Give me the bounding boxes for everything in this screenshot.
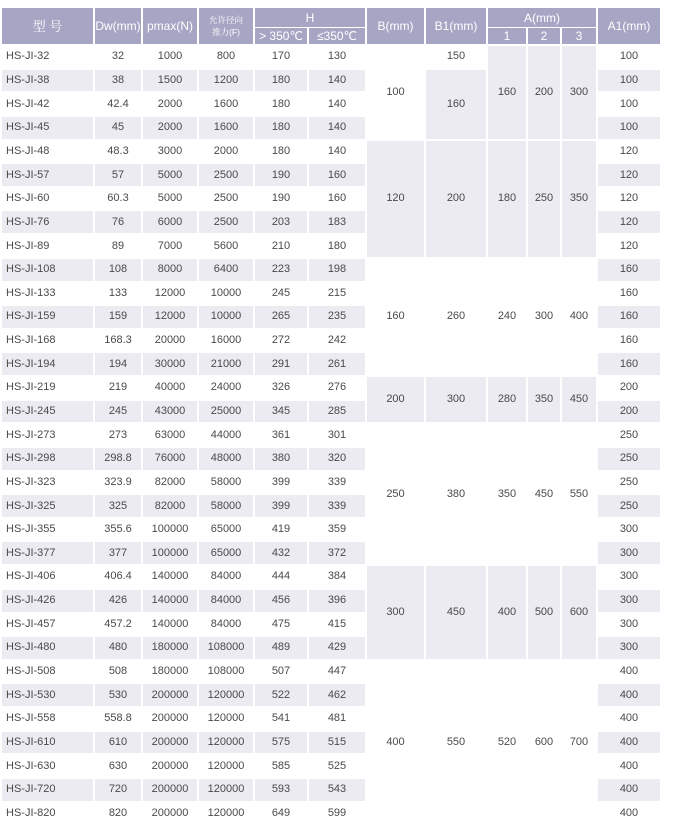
cell-dw: 530: [95, 684, 141, 706]
cell-h-gt350: 593: [255, 779, 307, 801]
cell-thrust: 120000: [199, 755, 253, 777]
cell-dw: 219: [95, 377, 141, 399]
cell-model: HS-JI-426: [2, 590, 93, 612]
cell-pmax: 100000: [143, 519, 197, 541]
cell-model: HS-JI-133: [2, 282, 93, 304]
cell-thrust: 6400: [199, 259, 253, 281]
cell-dw: 108: [95, 259, 141, 281]
cell-model: HS-JI-245: [2, 401, 93, 423]
cell-model: HS-JI-76: [2, 211, 93, 233]
cell-b1: 380: [426, 424, 486, 564]
cell-a-3: 350: [562, 141, 596, 257]
cell-pmax: 140000: [143, 566, 197, 588]
cell-pmax: 200000: [143, 779, 197, 801]
cell-b1: 160: [426, 70, 486, 139]
cell-h-le350: 339: [309, 495, 365, 517]
cell-thrust: 48000: [199, 448, 253, 470]
cell-b1: 450: [426, 566, 486, 659]
cell-h-le350: 160: [309, 164, 365, 186]
cell-a-1: 400: [488, 566, 526, 659]
cell-h-le350: 543: [309, 779, 365, 801]
cell-a-2: 250: [528, 141, 560, 257]
cell-a1: 250: [598, 448, 660, 470]
cell-a-2: 600: [528, 661, 560, 825]
cell-pmax: 63000: [143, 424, 197, 446]
cell-h-le350: 140: [309, 93, 365, 115]
cell-a1: 200: [598, 377, 660, 399]
cell-a-1: 240: [488, 259, 526, 375]
cell-model: HS-JI-108: [2, 259, 93, 281]
cell-h-le350: 140: [309, 70, 365, 92]
cell-a1: 300: [598, 519, 660, 541]
cell-dw: 42.4: [95, 93, 141, 115]
cell-thrust: 800: [199, 46, 253, 68]
cell-a-2: 500: [528, 566, 560, 659]
cell-dw: 38: [95, 70, 141, 92]
cell-a1: 300: [598, 566, 660, 588]
cell-thrust: 2500: [199, 211, 253, 233]
cell-dw: 325: [95, 495, 141, 517]
header-pmax: pmax(N): [143, 8, 197, 44]
cell-thrust: 120000: [199, 708, 253, 730]
cell-h-gt350: 475: [255, 613, 307, 635]
cell-b: 400: [367, 661, 424, 825]
cell-h-le350: 261: [309, 353, 365, 375]
cell-dw: 89: [95, 235, 141, 257]
cell-model: HS-JI-38: [2, 70, 93, 92]
cell-dw: 377: [95, 542, 141, 564]
cell-model: HS-JI-89: [2, 235, 93, 257]
cell-b: 250: [367, 424, 424, 564]
cell-h-gt350: 190: [255, 188, 307, 210]
cell-h-gt350: 507: [255, 661, 307, 683]
cell-h-gt350: 489: [255, 637, 307, 659]
header-thrust-line1: 允许径向: [208, 14, 243, 25]
cell-a1: 100: [598, 70, 660, 92]
header-b: B(mm): [367, 8, 424, 44]
cell-thrust: 108000: [199, 661, 253, 683]
cell-a1: 400: [598, 684, 660, 706]
cell-h-le350: 599: [309, 802, 365, 824]
cell-thrust: 24000: [199, 377, 253, 399]
cell-pmax: 100000: [143, 542, 197, 564]
cell-model: HS-JI-45: [2, 117, 93, 139]
cell-a1: 400: [598, 779, 660, 801]
cell-pmax: 200000: [143, 684, 197, 706]
cell-thrust: 120000: [199, 779, 253, 801]
cell-pmax: 200000: [143, 708, 197, 730]
cell-dw: 45: [95, 117, 141, 139]
cell-model: HS-JI-60: [2, 188, 93, 210]
cell-pmax: 20000: [143, 330, 197, 352]
header-h: H: [255, 8, 365, 27]
cell-dw: 406.4: [95, 566, 141, 588]
header-a-2: 2: [528, 28, 560, 44]
cell-thrust: 65000: [199, 542, 253, 564]
cell-dw: 168.3: [95, 330, 141, 352]
cell-h-le350: 130: [309, 46, 365, 68]
cell-thrust: 1200: [199, 70, 253, 92]
cell-dw: 457.2: [95, 613, 141, 635]
cell-b: 300: [367, 566, 424, 659]
cell-h-le350: 372: [309, 542, 365, 564]
cell-pmax: 200000: [143, 755, 197, 777]
cell-model: HS-JI-508: [2, 661, 93, 683]
cell-pmax: 40000: [143, 377, 197, 399]
cell-b: 200: [367, 377, 424, 422]
cell-dw: 57: [95, 164, 141, 186]
cell-a1: 300: [598, 590, 660, 612]
cell-a1: 160: [598, 330, 660, 352]
cell-a1: 120: [598, 188, 660, 210]
cell-h-gt350: 522: [255, 684, 307, 706]
cell-h-gt350: 180: [255, 141, 307, 163]
cell-h-gt350: 180: [255, 93, 307, 115]
cell-b1: 300: [426, 377, 486, 422]
cell-dw: 133: [95, 282, 141, 304]
cell-model: HS-JI-323: [2, 472, 93, 494]
cell-model: HS-JI-273: [2, 424, 93, 446]
cell-dw: 273: [95, 424, 141, 446]
cell-h-gt350: 419: [255, 519, 307, 541]
header-a: A(mm): [488, 8, 596, 27]
cell-pmax: 2000: [143, 93, 197, 115]
cell-thrust: 120000: [199, 802, 253, 824]
cell-a-2: 350: [528, 377, 560, 422]
cell-model: HS-JI-610: [2, 732, 93, 754]
cell-pmax: 3000: [143, 141, 197, 163]
cell-dw: 159: [95, 306, 141, 328]
cell-dw: 245: [95, 401, 141, 423]
cell-h-gt350: 265: [255, 306, 307, 328]
cell-h-gt350: 291: [255, 353, 307, 375]
cell-h-gt350: 180: [255, 70, 307, 92]
cell-dw: 610: [95, 732, 141, 754]
cell-pmax: 30000: [143, 353, 197, 375]
cell-a-3: 450: [562, 377, 596, 422]
header-a1: A1(mm): [598, 8, 660, 44]
cell-h-gt350: 585: [255, 755, 307, 777]
cell-pmax: 200000: [143, 732, 197, 754]
header-a-3: 3: [562, 28, 596, 44]
cell-h-gt350: 649: [255, 802, 307, 824]
cell-pmax: 2000: [143, 117, 197, 139]
cell-b: 160: [367, 259, 424, 375]
cell-a1: 160: [598, 282, 660, 304]
cell-model: HS-JI-530: [2, 684, 93, 706]
cell-a1: 400: [598, 802, 660, 824]
cell-h-le350: 429: [309, 637, 365, 659]
cell-thrust: 58000: [199, 495, 253, 517]
cell-a-1: 350: [488, 424, 526, 564]
cell-a1: 120: [598, 211, 660, 233]
cell-h-le350: 160: [309, 188, 365, 210]
cell-thrust: 1600: [199, 93, 253, 115]
cell-a-3: 300: [562, 46, 596, 139]
cell-a1: 400: [598, 732, 660, 754]
cell-thrust: 120000: [199, 732, 253, 754]
cell-thrust: 108000: [199, 637, 253, 659]
header-model: 型 号: [2, 8, 93, 44]
cell-thrust: 5600: [199, 235, 253, 257]
cell-h-le350: 320: [309, 448, 365, 470]
cell-h-gt350: 575: [255, 732, 307, 754]
cell-a1: 400: [598, 708, 660, 730]
cell-dw: 355.6: [95, 519, 141, 541]
cell-dw: 508: [95, 661, 141, 683]
header-a-1: 1: [488, 28, 526, 44]
cell-model: HS-JI-57: [2, 164, 93, 186]
cell-h-le350: 301: [309, 424, 365, 446]
cell-h-le350: 515: [309, 732, 365, 754]
cell-pmax: 12000: [143, 306, 197, 328]
cell-h-gt350: 326: [255, 377, 307, 399]
cell-h-gt350: 541: [255, 708, 307, 730]
cell-a1: 100: [598, 117, 660, 139]
cell-pmax: 140000: [143, 613, 197, 635]
cell-h-le350: 525: [309, 755, 365, 777]
cell-pmax: 8000: [143, 259, 197, 281]
header-thrust: [199, 8, 253, 44]
cell-h-gt350: 456: [255, 590, 307, 612]
cell-thrust: 84000: [199, 590, 253, 612]
cell-h-le350: 235: [309, 306, 365, 328]
cell-model: HS-JI-406: [2, 566, 93, 588]
cell-a-3: 400: [562, 259, 596, 375]
cell-dw: 194: [95, 353, 141, 375]
cell-dw: 720: [95, 779, 141, 801]
cell-b: 120: [367, 141, 424, 257]
cell-b1: 550: [426, 661, 486, 825]
cell-thrust: 21000: [199, 353, 253, 375]
cell-a1: 160: [598, 259, 660, 281]
cell-thrust: 16000: [199, 330, 253, 352]
header-h-gt350: > 350℃: [255, 28, 307, 44]
cell-pmax: 82000: [143, 472, 197, 494]
cell-dw: 323.9: [95, 472, 141, 494]
cell-a1: 250: [598, 424, 660, 446]
cell-a1: 250: [598, 472, 660, 494]
cell-dw: 820: [95, 802, 141, 824]
header-dw: Dw(mm): [95, 8, 141, 44]
cell-h-gt350: 399: [255, 472, 307, 494]
cell-model: HS-JI-194: [2, 353, 93, 375]
cell-a-3: 700: [562, 661, 596, 825]
cell-pmax: 7000: [143, 235, 197, 257]
cell-pmax: 5000: [143, 188, 197, 210]
cell-pmax: 5000: [143, 164, 197, 186]
cell-h-gt350: 180: [255, 117, 307, 139]
cell-model: HS-JI-480: [2, 637, 93, 659]
cell-h-le350: 140: [309, 141, 365, 163]
cell-dw: 426: [95, 590, 141, 612]
cell-a-3: 550: [562, 424, 596, 564]
cell-a-1: 280: [488, 377, 526, 422]
cell-pmax: 180000: [143, 637, 197, 659]
cell-model: HS-JI-325: [2, 495, 93, 517]
cell-dw: 76: [95, 211, 141, 233]
cell-h-le350: 276: [309, 377, 365, 399]
cell-thrust: 1600: [199, 117, 253, 139]
header-thrust-line2: 推力(F): [212, 27, 240, 37]
cell-model: HS-JI-630: [2, 755, 93, 777]
cell-pmax: 6000: [143, 211, 197, 233]
cell-h-le350: 242: [309, 330, 365, 352]
cell-h-le350: 481: [309, 708, 365, 730]
cell-b1: 150: [426, 46, 486, 68]
cell-pmax: 12000: [143, 282, 197, 304]
cell-h-gt350: 190: [255, 164, 307, 186]
cell-h-le350: 215: [309, 282, 365, 304]
cell-h-le350: 359: [309, 519, 365, 541]
cell-h-gt350: 399: [255, 495, 307, 517]
cell-dw: 630: [95, 755, 141, 777]
cell-a1: 100: [598, 93, 660, 115]
cell-thrust: 120000: [199, 684, 253, 706]
cell-pmax: 1000: [143, 46, 197, 68]
cell-model: HS-JI-298: [2, 448, 93, 470]
cell-a1: 120: [598, 164, 660, 186]
cell-model: HS-JI-720: [2, 779, 93, 801]
cell-pmax: 82000: [143, 495, 197, 517]
cell-h-gt350: 203: [255, 211, 307, 233]
cell-pmax: 140000: [143, 590, 197, 612]
cell-model: HS-JI-219: [2, 377, 93, 399]
cell-thrust: 44000: [199, 424, 253, 446]
cell-h-le350: 384: [309, 566, 365, 588]
cell-b: 100: [367, 46, 424, 139]
cell-dw: 558.8: [95, 708, 141, 730]
cell-pmax: 200000: [143, 802, 197, 824]
cell-h-gt350: 361: [255, 424, 307, 446]
cell-h-le350: 447: [309, 661, 365, 683]
cell-a-3: 600: [562, 566, 596, 659]
cell-model: HS-JI-558: [2, 708, 93, 730]
cell-h-gt350: 210: [255, 235, 307, 257]
cell-a1: 300: [598, 613, 660, 635]
cell-model: HS-JI-355: [2, 519, 93, 541]
cell-model: HS-JI-42: [2, 93, 93, 115]
cell-dw: 48.3: [95, 141, 141, 163]
cell-h-gt350: 245: [255, 282, 307, 304]
cell-h-gt350: 170: [255, 46, 307, 68]
cell-h-le350: 396: [309, 590, 365, 612]
cell-a1: 250: [598, 495, 660, 517]
cell-a1: 300: [598, 542, 660, 564]
cell-dw: 32: [95, 46, 141, 68]
cell-h-le350: 198: [309, 259, 365, 281]
cell-thrust: 2500: [199, 164, 253, 186]
cell-thrust: 84000: [199, 566, 253, 588]
cell-a-1: 180: [488, 141, 526, 257]
cell-a1: 200: [598, 401, 660, 423]
cell-a-1: 160: [488, 46, 526, 139]
cell-a1: 300: [598, 637, 660, 659]
cell-a-2: 200: [528, 46, 560, 139]
header-b1: B1(mm): [426, 8, 486, 44]
cell-b1: 200: [426, 141, 486, 257]
cell-a1: 160: [598, 306, 660, 328]
cell-a1: 160: [598, 353, 660, 375]
cell-h-gt350: 432: [255, 542, 307, 564]
cell-pmax: 1500: [143, 70, 197, 92]
cell-a1: 400: [598, 661, 660, 683]
cell-thrust: 10000: [199, 282, 253, 304]
cell-thrust: 65000: [199, 519, 253, 541]
cell-model: HS-JI-48: [2, 141, 93, 163]
cell-pmax: 43000: [143, 401, 197, 423]
cell-h-gt350: 380: [255, 448, 307, 470]
cell-thrust: 84000: [199, 613, 253, 635]
cell-pmax: 76000: [143, 448, 197, 470]
cell-h-le350: 339: [309, 472, 365, 494]
cell-model: HS-JI-457: [2, 613, 93, 635]
cell-h-le350: 140: [309, 117, 365, 139]
cell-a1: 120: [598, 235, 660, 257]
cell-model: HS-JI-168: [2, 330, 93, 352]
cell-h-gt350: 223: [255, 259, 307, 281]
cell-h-gt350: 444: [255, 566, 307, 588]
cell-thrust: 2000: [199, 141, 253, 163]
cell-pmax: 180000: [143, 661, 197, 683]
cell-dw: 480: [95, 637, 141, 659]
cell-h-le350: 285: [309, 401, 365, 423]
cell-h-le350: 415: [309, 613, 365, 635]
cell-b1: 260: [426, 259, 486, 375]
cell-model: HS-JI-159: [2, 306, 93, 328]
cell-model: HS-JI-377: [2, 542, 93, 564]
cell-thrust: 58000: [199, 472, 253, 494]
cell-thrust: 10000: [199, 306, 253, 328]
cell-a-2: 450: [528, 424, 560, 564]
header-h-le350: ≤350℃: [309, 28, 365, 44]
cell-a1: 120: [598, 141, 660, 163]
cell-dw: 60.3: [95, 188, 141, 210]
cell-model: HS-JI-32: [2, 46, 93, 68]
cell-a1: 100: [598, 46, 660, 68]
cell-h-gt350: 272: [255, 330, 307, 352]
cell-a-2: 300: [528, 259, 560, 375]
cell-model: HS-JI-820: [2, 802, 93, 824]
cell-h-gt350: 345: [255, 401, 307, 423]
cell-thrust: 25000: [199, 401, 253, 423]
cell-h-le350: 462: [309, 684, 365, 706]
cell-dw: 298.8: [95, 448, 141, 470]
cell-a1: 400: [598, 755, 660, 777]
cell-h-le350: 183: [309, 211, 365, 233]
cell-h-le350: 180: [309, 235, 365, 257]
cell-thrust: 2500: [199, 188, 253, 210]
cell-a-1: 520: [488, 661, 526, 825]
